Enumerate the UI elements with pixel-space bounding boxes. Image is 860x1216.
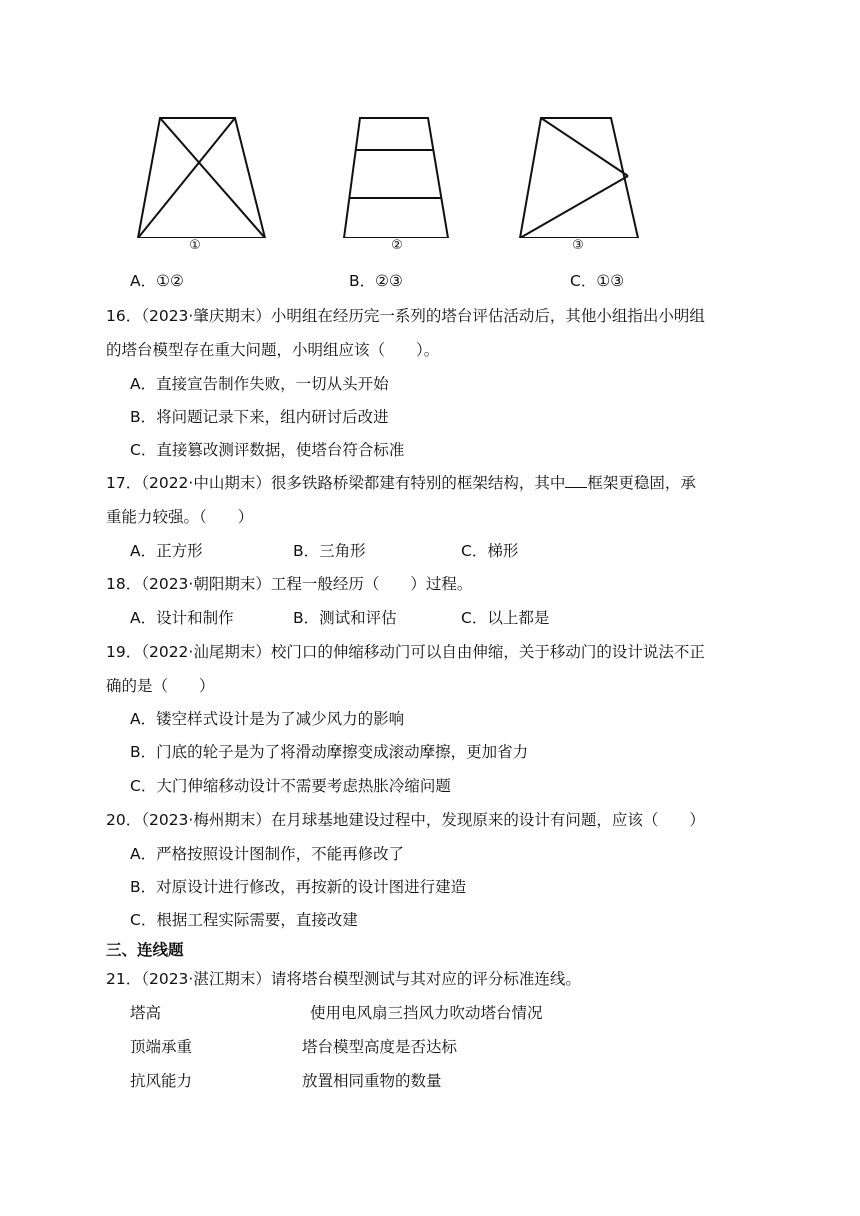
q16-option-c: C．直接篡改测评数据，使塔台符合标准 (130, 441, 405, 459)
q17-option-b: B．三角形 (293, 542, 366, 560)
figure-1 (130, 110, 270, 253)
q19-option-c: C．大门伸缩移动设计不需要考虑热胀冷缩问题 (130, 777, 451, 795)
q17-stem-part2: 框架更稳固，承 (587, 474, 696, 492)
q17-stem-line1 (106, 473, 696, 493)
q16-option-b: B．将问题记录下来，组内研讨后改进 (130, 408, 389, 426)
q19-stem-line2: 确的是（ ） (106, 677, 215, 695)
q21-right-item: 使用电风扇三挡风力吹动塔台情况 (310, 1004, 543, 1022)
q16-stem-line1: 16．（2023·肇庆期末）小明组在经历完一系列的塔台评估活动后，其他小组指出小明组 (106, 307, 705, 325)
q21-right-item: 塔台模型高度是否达标 (302, 1038, 458, 1056)
q20-option-b: B．对原设计进行修改，再按新的设计图进行建造 (130, 878, 467, 896)
q20-option-a: A．严格按照设计图制作，不能再修改了 (130, 845, 405, 863)
q21-right-item: 放置相同重物的数量 (302, 1072, 442, 1090)
q15-option-b: B．②③ (349, 272, 403, 290)
q19-option-a: A．镂空样式设计是为了减少风力的影响 (130, 710, 405, 728)
figure-3-label: ③ (572, 238, 584, 253)
figure-1-label: ① (189, 238, 201, 253)
q17-option-c: C．梯形 (461, 542, 519, 560)
figure-2-label: ② (391, 238, 403, 253)
q18-option-a: A．设计和制作 (130, 609, 234, 627)
q18-stem: 18．（2023·朝阳期末）工程一般经历（ ）过程。 (106, 575, 473, 593)
q20-stem: 20．（2023·梅州期末）在月球基地建设过程中，发现原来的设计有问题，应该（ ） (106, 811, 705, 829)
q19-option-b: B．门底的轮子是为了将滑动摩擦变成滚动摩擦，更加省力 (130, 743, 529, 761)
figure-2 (340, 110, 460, 253)
q20-option-c: C．根据工程实际需要，直接改建 (130, 911, 358, 929)
q17-option-a: A．正方形 (130, 542, 203, 560)
q15-option-a: A．①② (130, 272, 184, 290)
q19-stem-line1: 19．（2022·汕尾期末）校门口的伸缩移动门可以自由伸缩，关于移动门的设计说法不正 (106, 643, 705, 661)
q15-option-c: C．①③ (570, 272, 625, 290)
q18-option-c: C．以上都是 (461, 609, 550, 627)
q21-left-item: 抗风能力 (130, 1072, 193, 1090)
trapezoid-figures (130, 110, 650, 260)
q18-option-b: B．测试和评估 (293, 609, 397, 627)
q16-stem-line2: 的塔台模型存在重大问题，小明组应该（ ）。 (106, 341, 440, 359)
figure-3 (515, 110, 640, 253)
q16-option-a: A．直接宣告制作失败，一切从头开始 (130, 375, 389, 393)
q21-left-item: 塔高 (130, 1004, 162, 1022)
q17-stem-line2: 重能力较强。（ ） (106, 508, 254, 526)
q21-left-item: 顶端承重 (130, 1038, 193, 1056)
section-heading: 三、连线题 (106, 941, 184, 959)
q21-stem: 21．（2023·湛江期末）请将塔台模型测试与其对应的评分标准连线。 (106, 970, 581, 988)
q17-stem-part1: 17．（2022·中山期末）很多铁路桥梁都建有特别的框架结构，其中 (106, 474, 566, 492)
q17-answer-blank (565, 473, 587, 488)
